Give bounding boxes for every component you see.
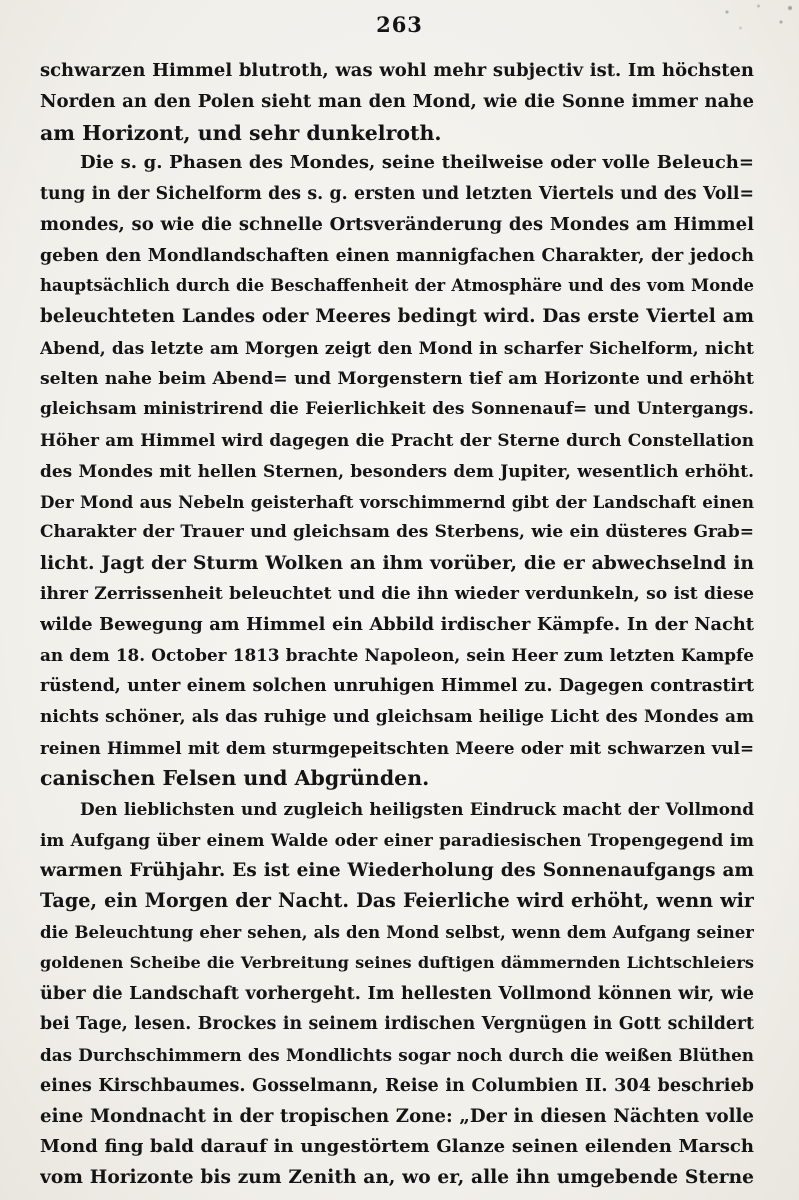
text-line: des Mondes mit hellen Sternen, besonders dem Jupiter, wesentlich erhöht. <box>40 460 754 481</box>
text-line: das Durchschimmern des Mondlichts sogar noch durch die weißen Blüthen <box>40 1045 754 1065</box>
text-line: eines Kirschbaumes. Gosselmann, Reise in Columbien II. 304 beschrieb <box>40 1074 754 1096</box>
text-line: die Beleuchtung eher sehen, als den Mond selbst, wenn dem Aufgang seiner <box>40 922 754 942</box>
text-line: Mond fing bald darauf in ungestörtem Glanze seinen eilenden Marsch <box>40 1136 754 1158</box>
text-line: wilde Bewegung am Himmel ein Abbild irdischer Kämpfe. In der Nacht <box>40 613 754 635</box>
text-line: im Aufgang über einem Walde oder einer paradiesischen Tropengegend im <box>40 829 754 850</box>
text-line: licht. Jagt der Sturm Wolken an ihm vorüber, die er abwechselnd in <box>40 552 754 574</box>
text-line: geben den Mondlandschaften einen mannigfachen Charakter, der jedoch <box>40 245 754 266</box>
text-line: canischen Felsen und Abgründen. <box>40 766 430 791</box>
text-line: nichts schöner, als das ruhige und gleichsam heilige Licht des Mondes am <box>40 706 754 727</box>
text-line: bei Tage, lesen. Brockes in seinem irdischen Vergnügen in Gott schildert <box>40 1014 754 1035</box>
text-line: vom Horizonte bis zum Zenith an, wo er, alle ihn umgebende Sterne <box>40 1167 754 1188</box>
text-line: tung in der Sichelform des s. g. ersten und letzten Viertels und des Voll= <box>40 184 754 204</box>
text-line: hauptsächlich durch die Beschaffenheit der Atmosphäre und des vom Monde <box>40 276 754 296</box>
text-line: Abend, das letzte am Morgen zeigt den Mond in scharfer Sichelform, nicht <box>40 337 754 358</box>
text-line: an dem 18. October 1813 brachte Napoleon, sein Heer zum letzten Kampfe <box>40 645 754 666</box>
text-line: rüstend, unter einem solchen unruhigen Himmel zu. Dagegen contrastirt <box>40 676 754 696</box>
text-line: goldenen Scheibe die Verbreitung seines duftigen dämmernden Lichtschleiers <box>40 952 754 972</box>
body-text <box>40 56 754 1194</box>
text-line: ihrer Zerrissenheit beleuchtet und die ihn wieder verdunkeln, so ist diese <box>40 583 754 604</box>
text-line: Tage, ein Morgen der Nacht. Das Feierliche wird erhöht, wenn wir <box>40 889 754 913</box>
text-line: schwarzen Himmel blutroth, was wohl mehr subjectiv ist. Im höchsten <box>40 60 754 81</box>
text-line: reinen Himmel mit dem sturmgepeitschten Meere oder mit schwarzen vul= <box>40 737 754 758</box>
text-line: Charakter der Trauer und gleichsam des Sterbens, wie ein düsteres Grab= <box>40 522 754 543</box>
text-line: gleichsam ministrirend die Feierlichkeit des Sonnenauf= und Untergangs. <box>40 399 754 420</box>
text-line: selten nahe beim Abend= und Morgenstern tief am Horizonte und erhöht <box>40 368 754 389</box>
text-line: am Horizont, und sehr dunkelroth. <box>40 120 442 145</box>
text-line: Der Mond aus Nebeln geisterhaft vorschimmernd gibt der Landschaft einen <box>40 491 754 512</box>
text-line: Den lieblichsten und zugleich heiligsten Eindruck macht der Vollmond <box>80 799 754 819</box>
text-line: über die Landschaft vorhergeht. Im hellesten Vollmond können wir, wie <box>40 982 754 1004</box>
text-line: beleuchteten Landes oder Meeres bedingt wird. Das erste Viertel am <box>40 306 754 327</box>
text-line: Höher am Himmel wird dagegen die Pracht der Sterne durch Constellation <box>40 430 754 450</box>
page-number: 263 <box>376 12 423 37</box>
text-line: Norden an den Polen sieht man den Mond, wie die Sonne immer nahe <box>40 90 754 112</box>
text-line: Die s. g. Phasen des Mondes, seine theilweise oder volle Beleuch= <box>80 152 754 174</box>
text-line: eine Mondnacht in der tropischen Zone: „Der in diesen Nächten volle <box>40 1105 754 1127</box>
text-line: warmen Frühjahr. Es ist eine Wiederholung des Sonnenaufgangs am <box>40 859 754 881</box>
text-line: mondes, so wie die schnelle Ortsveränderung des Mondes am Himmel <box>40 213 754 235</box>
